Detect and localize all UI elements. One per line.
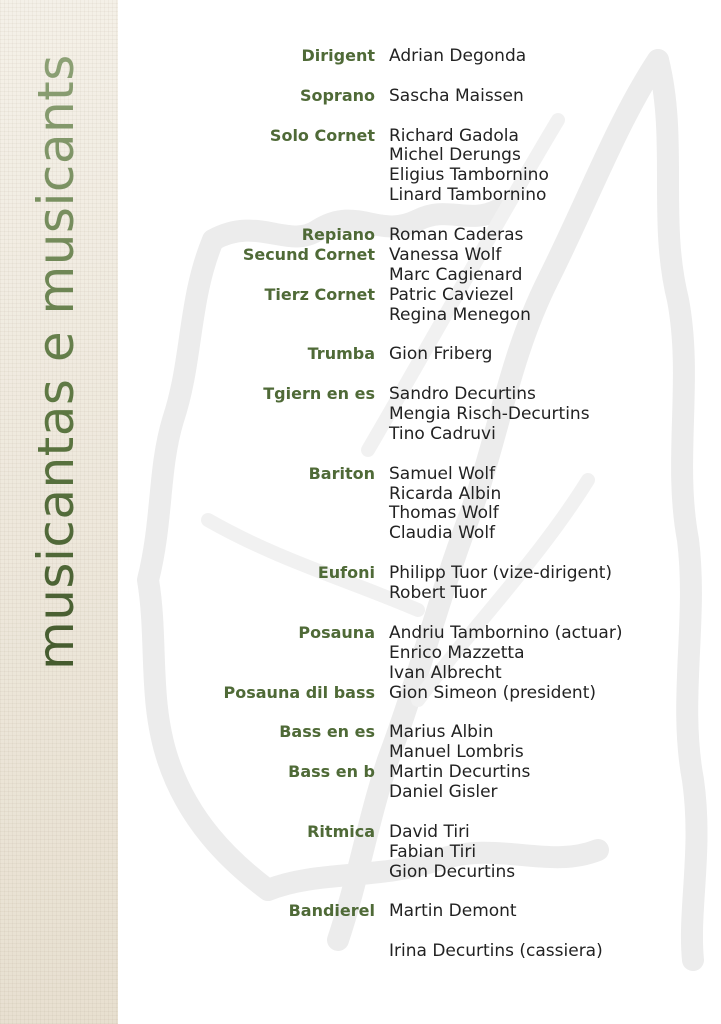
roster-line xyxy=(118,46,721,66)
roster-line xyxy=(118,503,721,523)
musician-name: Enrico Mazzetta xyxy=(389,642,525,663)
roster-line xyxy=(118,643,721,663)
roster-group xyxy=(118,822,721,882)
musician-name: Martin Decurtins xyxy=(389,762,531,783)
musician-name: Thomas Wolf xyxy=(389,503,499,524)
musician-name: Michel Derungs xyxy=(389,145,521,166)
roster-line xyxy=(118,464,721,484)
section-label: Posauna dil bass xyxy=(223,682,375,702)
section-label: Secund Cornet xyxy=(242,244,375,264)
musician-name: Sascha Maissen xyxy=(389,85,524,106)
roster-line xyxy=(118,842,721,862)
roster-line xyxy=(118,285,721,305)
roster-group xyxy=(118,464,721,544)
roster-line xyxy=(118,782,721,802)
roster-line xyxy=(118,185,721,205)
roster-line xyxy=(118,245,721,265)
roster-line xyxy=(118,742,721,762)
section-label: Trumba xyxy=(307,344,375,364)
musician-name: Eligius Tambornino xyxy=(389,165,549,186)
group-spacer xyxy=(118,205,721,225)
musicians-roster xyxy=(118,46,721,961)
section-label: Bariton xyxy=(308,463,375,483)
roster-line xyxy=(118,822,721,842)
musician-name: Irina Decurtins (cassiera) xyxy=(389,941,603,962)
musician-name: Ricarda Albin xyxy=(389,483,502,504)
musician-name: Philipp Tuor (vize-dirigent) xyxy=(389,563,613,584)
roster-line xyxy=(118,941,721,961)
section-label: Soprano xyxy=(299,85,375,105)
section-label: Tierz Cornet xyxy=(264,284,375,304)
group-spacer xyxy=(118,603,721,623)
musician-name: Vanessa Wolf xyxy=(389,244,502,265)
roster-group xyxy=(118,941,721,961)
section-label: Solo Cornet xyxy=(269,125,375,145)
musician-name: Gion Decurtins xyxy=(389,861,516,882)
section-label: Dirigent xyxy=(301,46,375,65)
musician-name: Gion Friberg xyxy=(389,344,493,365)
roster-line xyxy=(118,225,721,245)
musician-name: Samuel Wolf xyxy=(389,463,496,484)
musician-name: Mengia Risch-Decurtins xyxy=(389,404,590,425)
group-spacer xyxy=(118,66,721,86)
roster-line xyxy=(118,86,721,106)
musician-name: Daniel Gisler xyxy=(389,781,498,802)
roster-group xyxy=(118,384,721,444)
roster-line xyxy=(118,145,721,165)
musician-name: Andriu Tambornino (actuar) xyxy=(389,622,623,643)
musician-name: Marc Cagienard xyxy=(389,264,523,285)
roster-line xyxy=(118,305,721,325)
roster-line xyxy=(118,523,721,543)
musician-name: Martin Demont xyxy=(389,901,517,922)
musician-name: Linard Tambornino xyxy=(389,185,547,206)
roster-group xyxy=(118,344,721,364)
musician-name: Patric Caviezel xyxy=(389,284,514,305)
roster-line xyxy=(118,722,721,742)
group-spacer xyxy=(118,444,721,464)
musician-name: Sandro Decurtins xyxy=(389,384,536,405)
roster-line xyxy=(118,663,721,683)
roster-line xyxy=(118,424,721,444)
section-label: Tgiern en es xyxy=(263,384,375,404)
group-spacer xyxy=(118,921,721,941)
musician-name: Robert Tuor xyxy=(389,583,487,604)
musician-name: Marius Albin xyxy=(389,722,494,743)
group-spacer xyxy=(118,881,721,901)
roster-line xyxy=(118,862,721,882)
section-label: Repiano xyxy=(301,225,375,245)
section-label: Posauna xyxy=(298,622,375,642)
roster-line xyxy=(118,583,721,603)
roster-line xyxy=(118,126,721,146)
roster-group xyxy=(118,722,721,802)
roster-line xyxy=(118,762,721,782)
roster-line xyxy=(118,344,721,364)
musician-name: Tino Cadruvi xyxy=(389,423,496,444)
group-spacer xyxy=(118,702,721,722)
section-label: Bandierel xyxy=(288,901,375,921)
roster-group xyxy=(118,901,721,921)
roster-group xyxy=(118,126,721,206)
section-label: Eufoni xyxy=(317,563,375,583)
roster-group xyxy=(118,563,721,603)
roster-group xyxy=(118,623,721,703)
roster-group xyxy=(118,225,721,324)
roster-line xyxy=(118,265,721,285)
roster-line xyxy=(118,384,721,404)
musician-name: Claudia Wolf xyxy=(389,523,496,544)
group-spacer xyxy=(118,106,721,126)
section-label: Ritmica xyxy=(307,821,375,841)
roster-group xyxy=(118,46,721,66)
musician-name: Manuel Lombris xyxy=(389,742,524,763)
musician-name: Gion Simeon (president) xyxy=(389,682,596,703)
section-label: Bass en b xyxy=(288,762,375,782)
page-title: musicantas e musicants xyxy=(27,54,85,670)
group-spacer xyxy=(118,802,721,822)
musician-name: Ivan Albrecht xyxy=(389,662,502,683)
roster-line xyxy=(118,623,721,643)
musician-name: Roman Caderas xyxy=(389,225,524,246)
section-label: Bass en es xyxy=(279,722,375,742)
musician-name: Adrian Degonda xyxy=(389,46,527,66)
group-spacer xyxy=(118,543,721,563)
roster-line xyxy=(118,563,721,583)
roster-line xyxy=(118,683,721,703)
musician-name: Regina Menegon xyxy=(389,304,531,325)
roster-line xyxy=(118,165,721,185)
musician-name: Richard Gadola xyxy=(389,125,519,146)
roster-line xyxy=(118,404,721,424)
roster-line xyxy=(118,901,721,921)
musician-name: Fabian Tiri xyxy=(389,841,477,862)
group-spacer xyxy=(118,364,721,384)
group-spacer xyxy=(118,324,721,344)
musician-name: David Tiri xyxy=(389,821,470,842)
sidebar-panel xyxy=(0,0,118,1024)
roster-group xyxy=(118,86,721,106)
roster-line xyxy=(118,484,721,504)
